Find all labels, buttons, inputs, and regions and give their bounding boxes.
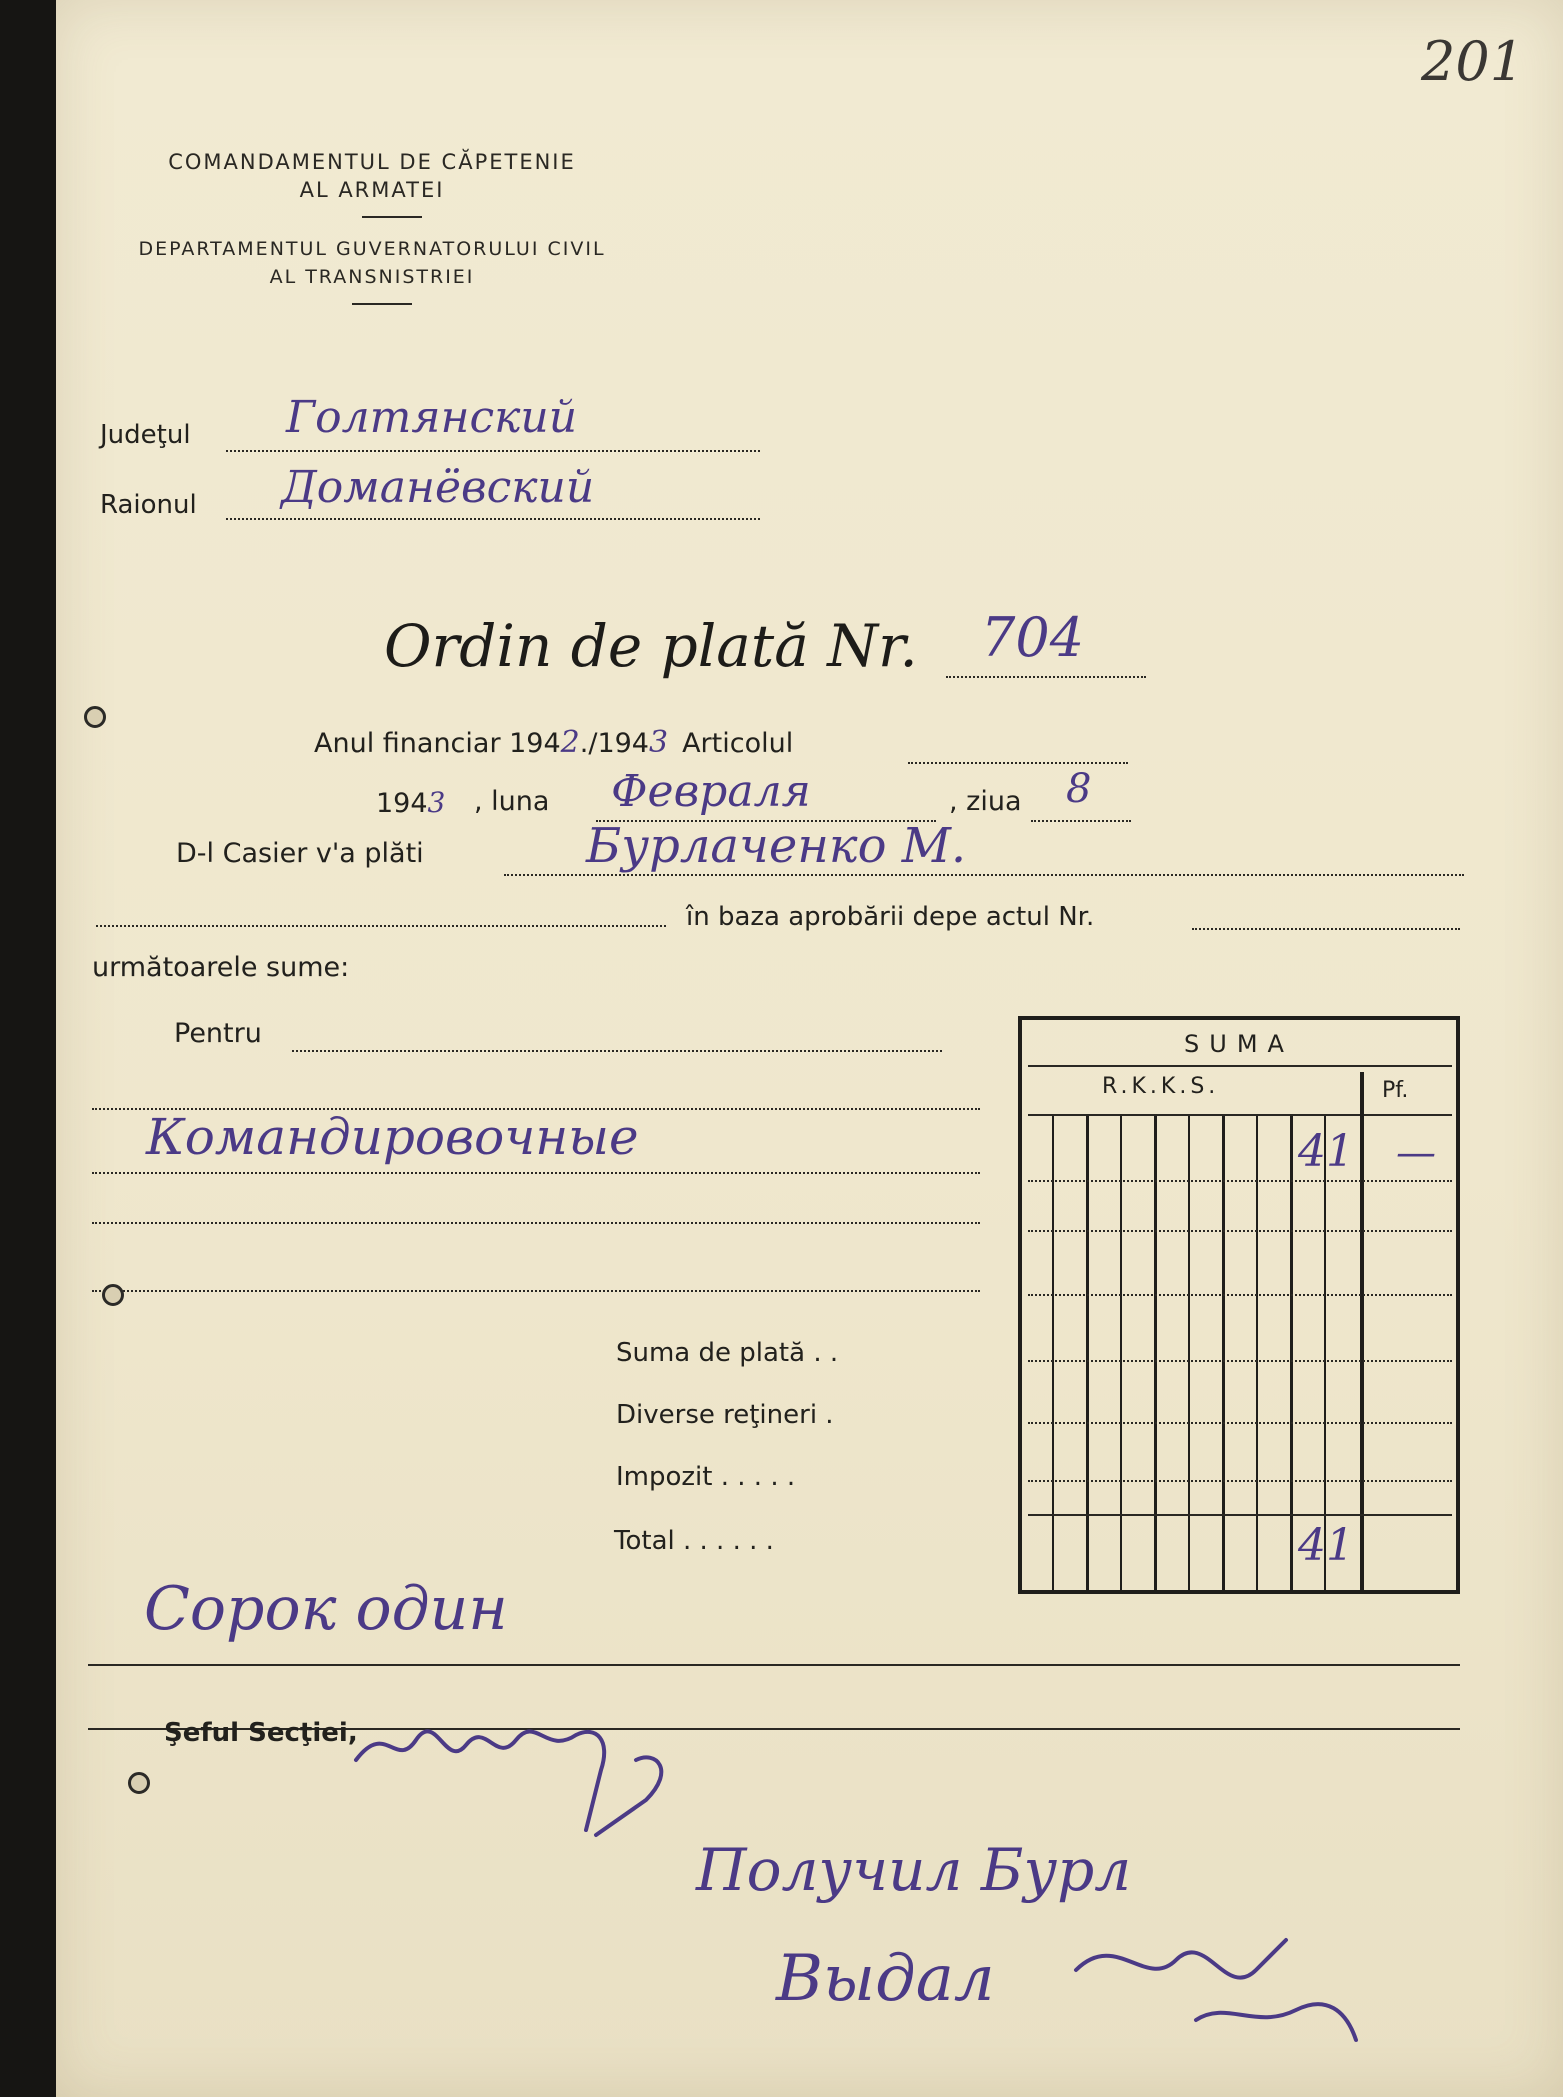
casier-value: Бурлаченко М.	[586, 818, 967, 874]
pentru-label: Pentru	[174, 1018, 262, 1049]
date-year-digit: 3	[427, 786, 446, 819]
judetul-line	[226, 450, 760, 452]
an-financiar-text: Anul financiar 194	[314, 728, 561, 759]
header-line-1: COMANDAMENTUL DE CĂPETENIE	[168, 150, 576, 174]
suma-total-rule	[1028, 1514, 1452, 1516]
raionul-value: Доманёвский	[281, 462, 595, 513]
amount-line-1	[88, 1664, 1460, 1666]
binding-hole-2	[102, 1284, 124, 1306]
baza-line-right	[1192, 928, 1460, 930]
seful-sectiei-label	[164, 1718, 358, 1748]
date-year-prefix: 194	[376, 788, 428, 819]
col-rkks: R.K.K.S.	[1102, 1074, 1220, 1099]
row-suma-de-plata-text: Suma de plată	[616, 1338, 806, 1368]
pentru-line-3	[92, 1172, 980, 1174]
casier-label: D-l Casier v'a plăti	[176, 838, 424, 869]
ziua-value: 8	[1066, 766, 1092, 812]
baza-line-left	[96, 925, 666, 927]
header-line-2: AL ARMATEI	[299, 178, 445, 202]
suma-total-amount: 41	[1298, 1520, 1354, 1571]
title-number: 704	[981, 606, 1085, 669]
pentru-value: Командировочные	[146, 1108, 639, 1166]
pentru-line-1	[292, 1050, 942, 1052]
header-line-4: AL TRANSNISTRIEI	[269, 266, 475, 288]
row-total-text: Total	[614, 1526, 675, 1556]
raionul-line	[226, 518, 760, 520]
col-pf: Pf.	[1382, 1078, 1409, 1103]
amount-in-words: Сорок один	[144, 1574, 508, 1644]
signature-paid: Выдал	[776, 1942, 995, 2016]
luna-label: , luna	[474, 786, 550, 817]
ziua-label: , ziua	[949, 786, 1022, 817]
seful-sectiei-text: Şeful Secţiei	[164, 1718, 348, 1748]
urmatoarele-label: următoarele sume:	[92, 952, 350, 983]
ziua-line	[1031, 820, 1131, 822]
row-leader-3: . . . . .	[712, 1462, 796, 1492]
row-impozit	[616, 1462, 795, 1492]
header-line-3: DEPARTAMENTUL GUVERNATORULUI CIVIL	[138, 238, 606, 260]
pentru-line-5	[92, 1290, 980, 1292]
raionul-label: Raionul	[100, 490, 197, 520]
seful-signature	[346, 1700, 766, 1840]
an-financiar-sep: ./194	[579, 728, 649, 759]
an-financiar-label	[314, 725, 793, 760]
header-divider	[362, 216, 422, 218]
judetul-value: Голтянский	[286, 392, 578, 443]
suma-col-lines	[1022, 1116, 1456, 1590]
binding-hole-1	[84, 706, 106, 728]
row-total	[614, 1526, 774, 1556]
articolul-line	[908, 762, 1128, 764]
title-number-line	[946, 676, 1146, 678]
baza-label: în baza aprobării depe actul Nr.	[686, 902, 1095, 932]
row-leader-2: .	[817, 1400, 834, 1430]
pf-divider-top	[1360, 1072, 1364, 1116]
row-leader-4: . . . . . .	[674, 1526, 774, 1556]
suma-entry-amount: 41	[1298, 1126, 1354, 1177]
signature-flourish	[1056, 1900, 1386, 2060]
signature-received: Получил Бурл	[696, 1836, 1132, 1904]
suma-row-3	[1028, 1294, 1452, 1296]
luna-value: Февраля	[611, 766, 811, 817]
binding-hole-3	[128, 1772, 150, 1794]
row-impozit-text: Impozit	[616, 1462, 713, 1492]
header-divider-2	[352, 303, 412, 305]
row-leader-1: . .	[805, 1338, 839, 1368]
suma-entry-pf: —	[1396, 1130, 1436, 1176]
suma-title: SUMA	[1184, 1030, 1294, 1058]
suma-row-6	[1028, 1480, 1452, 1482]
archive-number: 201	[1421, 30, 1525, 93]
suma-table	[1018, 1016, 1460, 1594]
casier-line	[504, 874, 1464, 876]
document-title: Ordin de plată Nr.	[384, 612, 918, 680]
suma-row-4	[1028, 1360, 1452, 1362]
seful-comma: ,	[347, 1718, 358, 1748]
judetul-label: Judeţul	[100, 420, 191, 450]
row-suma-de-plata	[616, 1338, 838, 1368]
row-diverse	[616, 1400, 834, 1430]
date-year-label	[376, 786, 445, 819]
suma-row-5	[1028, 1422, 1452, 1424]
suma-title-rule	[1028, 1065, 1452, 1067]
an-financiar-v2: 3	[648, 725, 669, 760]
suma-row-2	[1028, 1230, 1452, 1232]
articolul-text: Articolul	[682, 728, 794, 759]
pentru-line-4	[92, 1222, 980, 1224]
document-paper	[56, 0, 1563, 2097]
suma-row-1	[1028, 1180, 1452, 1182]
row-diverse-text: Diverse reţineri	[616, 1400, 818, 1430]
an-financiar-v1: 2	[560, 725, 580, 760]
